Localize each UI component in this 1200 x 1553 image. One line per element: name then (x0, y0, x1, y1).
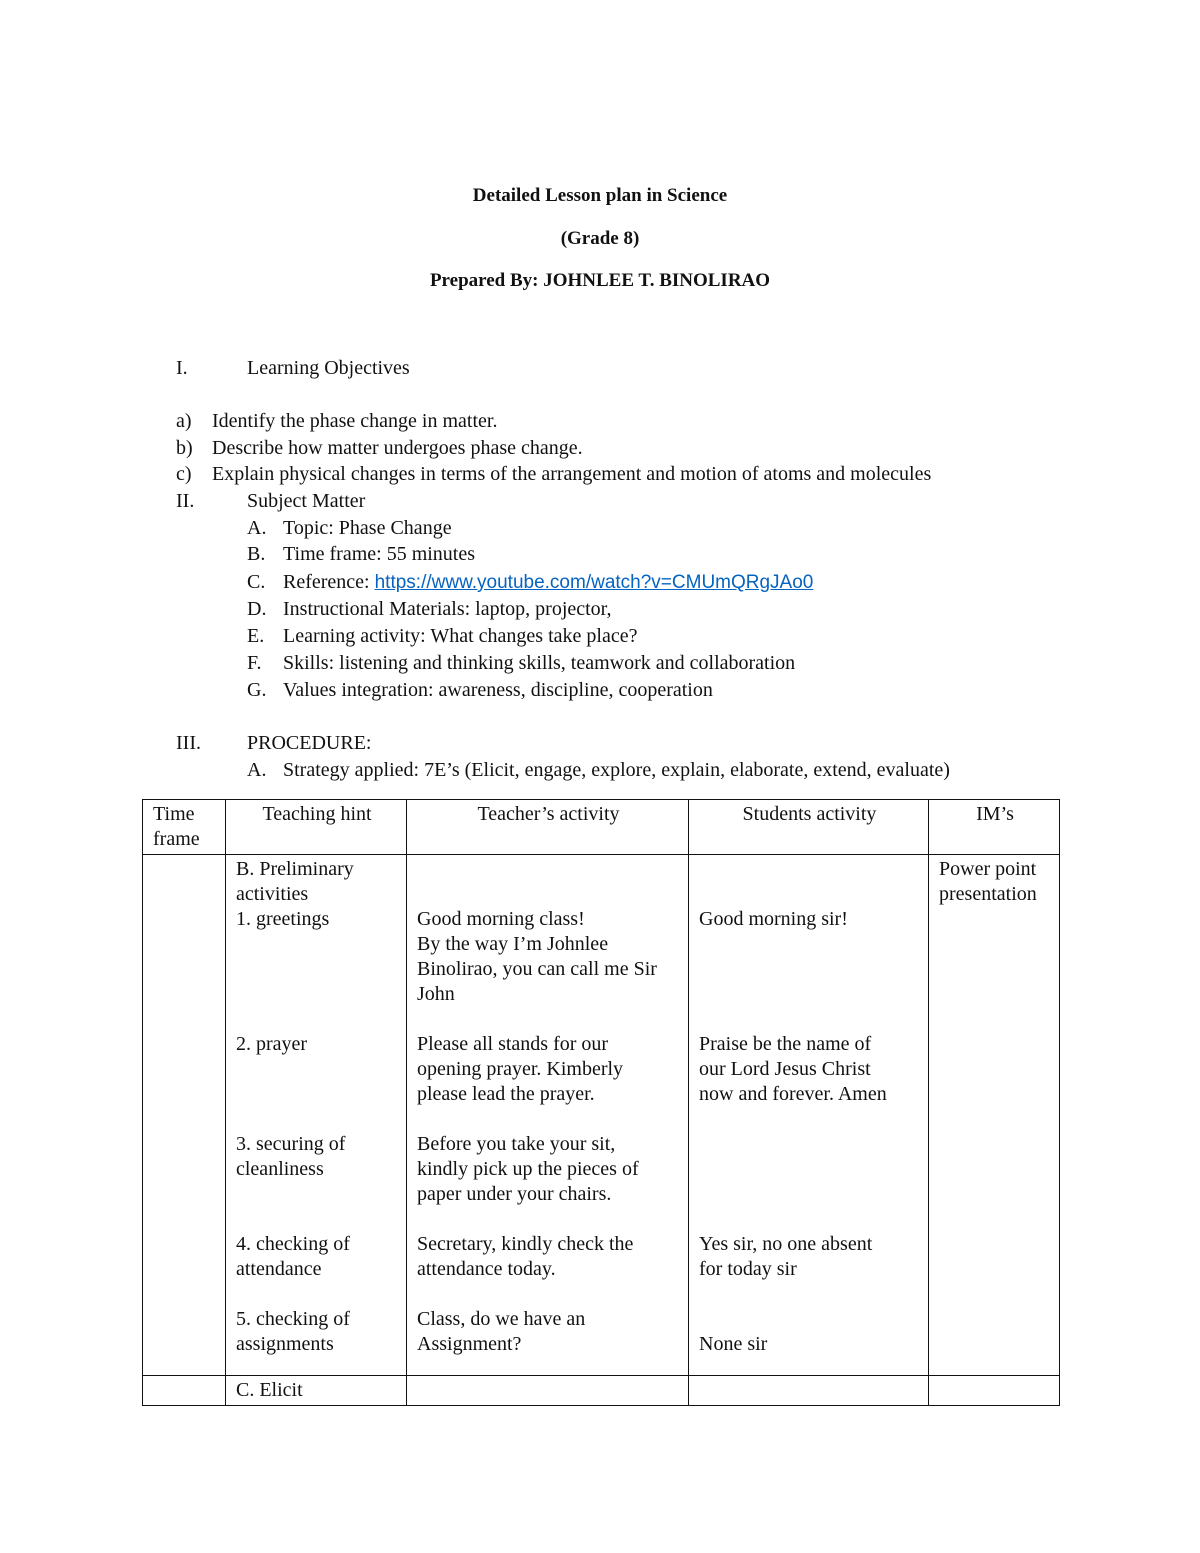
cell-time-frame (143, 855, 226, 1376)
header-ims: IM’s (929, 800, 1060, 855)
reference-label: Reference: (283, 571, 375, 593)
objective-marker: b) (176, 437, 193, 459)
subject-marker: C. (247, 571, 266, 593)
subject-item: Skills: listening and thinking skills, teamwork and collaboration (283, 652, 796, 674)
prepared-by: Prepared By: JOHNLEE T. BINOLIRAO (429, 270, 771, 291)
cell-ims (929, 1376, 1060, 1406)
section-2-label: Subject Matter (247, 490, 366, 512)
header-students-activity: Students activity (689, 800, 929, 855)
cell-students-activity (689, 1376, 929, 1406)
subject-item: Instructional Materials: laptop, projector, (283, 598, 612, 620)
subject-item: Time frame: 55 minutes (283, 543, 476, 565)
reference-link[interactable]: https://www.youtube.com/watch?v=CMUmQRgJAo0 (374, 572, 814, 593)
cell-time-frame (143, 1376, 226, 1406)
objective-marker: a) (176, 410, 192, 432)
subject-marker: E. (247, 625, 265, 647)
section-2-number: II. (176, 490, 195, 512)
subject-marker: B. (247, 543, 266, 565)
procedure-table (142, 799, 1060, 1406)
table-row (143, 855, 1060, 1376)
objective-text: Explain physical changes in terms of the arrangement and motion of atoms and molecules (212, 463, 932, 485)
section-3-number: III. (176, 732, 201, 754)
section-3-label: PROCEDURE: (247, 732, 372, 754)
subject-marker: A. (247, 517, 267, 539)
header-teacher-activity: Teacher’s activity (407, 800, 689, 855)
objective-text: Describe how matter undergoes phase change. (212, 437, 583, 459)
grade-label: (Grade 8) (560, 228, 640, 249)
table-header-row (143, 800, 1060, 855)
subject-item: Values integration: awareness, discipline, cooperation (283, 679, 713, 701)
subject-item (283, 570, 813, 595)
strategy-marker: A. (247, 759, 267, 781)
objective-marker: c) (176, 463, 192, 485)
objective-text: Identify the phase change in matter. (212, 410, 498, 432)
subject-marker: F. (247, 652, 262, 674)
cell-teaching-hint: B. Preliminary activities 1. greetings 2. prayer 3. securing of cleanliness 4. checking of attendance 5. checking of assignments (226, 855, 407, 1376)
cell-teacher-activity: Good morning class! By the way I’m Johnlee Binolirao, you can call me Sir John Please all stands for our opening prayer. Kimberly please lead the prayer. Before you take your sit, kindly pick up the pieces of paper under your chairs. Secretary, kindly check the attendance today. Class, do we have an Assignment? (407, 855, 689, 1376)
section-1-label: Learning Objectives (247, 357, 410, 379)
document-title: Detailed Lesson plan in Science (472, 185, 728, 206)
subject-item: Topic: Phase Change (283, 517, 452, 539)
header-teaching-hint: Teaching hint (226, 800, 407, 855)
section-1-number: I. (176, 357, 188, 379)
table-row (143, 1376, 1060, 1406)
strategy-text: Strategy applied: 7E’s (Elicit, engage, explore, explain, elaborate, extend, evaluate) (283, 759, 950, 781)
cell-students-activity: Good morning sir! Praise be the name of our Lord Jesus Christ now and forever. Amen Yes sir, no one absent for today sir None sir (689, 855, 929, 1376)
cell-teaching-hint: C. Elicit (226, 1376, 407, 1406)
subject-item: Learning activity: What changes take place? (283, 625, 638, 647)
subject-marker: D. (247, 598, 267, 620)
header-time-frame: Time frame (143, 800, 226, 855)
cell-ims: Power point presentation (929, 855, 1060, 1376)
subject-marker: G. (247, 679, 267, 701)
cell-teacher-activity (407, 1376, 689, 1406)
